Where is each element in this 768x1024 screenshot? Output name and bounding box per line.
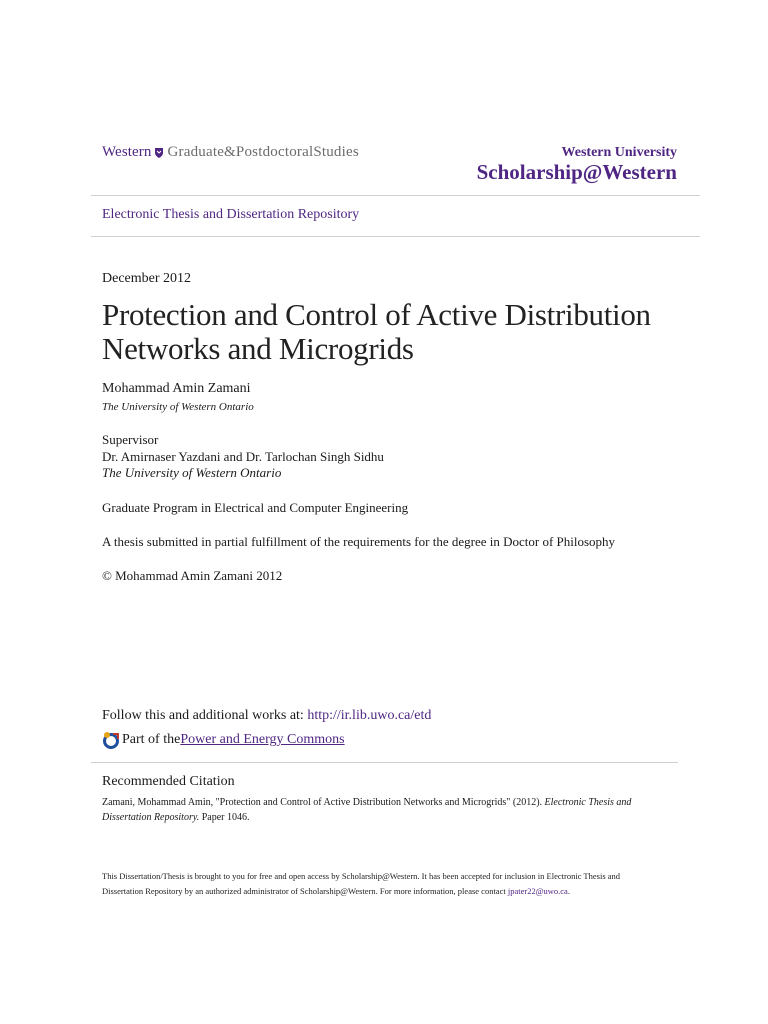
degree-statement: A thesis submitted in partial fulfillment of the requirements for the degree in Doctor of Philosophy <box>102 534 616 549</box>
supervisor-label: Supervisor <box>102 432 159 447</box>
part-of-line <box>102 731 345 749</box>
thesis-title: Protection and Control of Active Distribution Networks and Microgrids <box>102 297 651 366</box>
author-name: Mohammad Amin Zamani <box>102 381 251 396</box>
divider <box>91 236 700 237</box>
gps-logo <box>102 144 359 161</box>
commons-link[interactable]: Power and Energy Commons <box>180 732 345 747</box>
citation-paper: Paper 1046. <box>199 812 250 823</box>
follow-prefix: Follow this and additional works at: <box>102 708 308 723</box>
repository-link[interactable]: Electronic Thesis and Dissertation Repository <box>102 207 360 222</box>
supervisor-names: Dr. Amirnaser Yazdani and Dr. Tarlochan Singh Sidhu <box>102 449 384 464</box>
author-affiliation: The University of Western Ontario <box>102 401 254 413</box>
university-name: Western University <box>561 145 677 160</box>
brand-gps: Graduate&PostdoctoralStudies <box>167 144 359 160</box>
citation-text <box>102 795 662 825</box>
repository-logo[interactable]: Scholarship@Western <box>476 160 677 184</box>
copyright: © Mohammad Amin Zamani 2012 <box>102 568 283 583</box>
crest-icon <box>154 147 164 159</box>
access-notice-end: . <box>567 886 570 896</box>
citation-heading: Recommended Citation <box>102 774 235 789</box>
divider <box>91 762 678 763</box>
repository-url-link[interactable]: http://ir.lib.uwo.ca/etd <box>307 708 432 723</box>
contact-email-link[interactable]: jpater22@uwo.ca <box>507 886 568 896</box>
supervisor-affiliation: The University of Western Ontario <box>102 465 282 480</box>
commons-icon <box>102 731 120 749</box>
publication-date: December 2012 <box>102 271 192 286</box>
brand-western: Western <box>102 144 152 160</box>
citation-series: Electronic Thesis and Dissertation Repository. <box>102 797 632 823</box>
part-of-prefix: Part of the <box>122 732 181 747</box>
citation-main: Zamani, Mohammad Amin, "Protection and Control of Active Distribution Networks and Microgrids" (2012). <box>102 797 545 808</box>
divider <box>91 195 700 196</box>
access-notice <box>102 869 662 899</box>
access-notice-text: This Dissertation/Thesis is brought to you for free and open access by Scholarship@Western. It has been accepted for inclusion in Electronic Thesis and Dissertation Repository by an authorized administrator of Scholarship@Western. For more information, please contact <box>102 871 621 896</box>
follow-line <box>102 708 431 724</box>
program: Graduate Program in Electrical and Computer Engineering <box>102 500 409 515</box>
